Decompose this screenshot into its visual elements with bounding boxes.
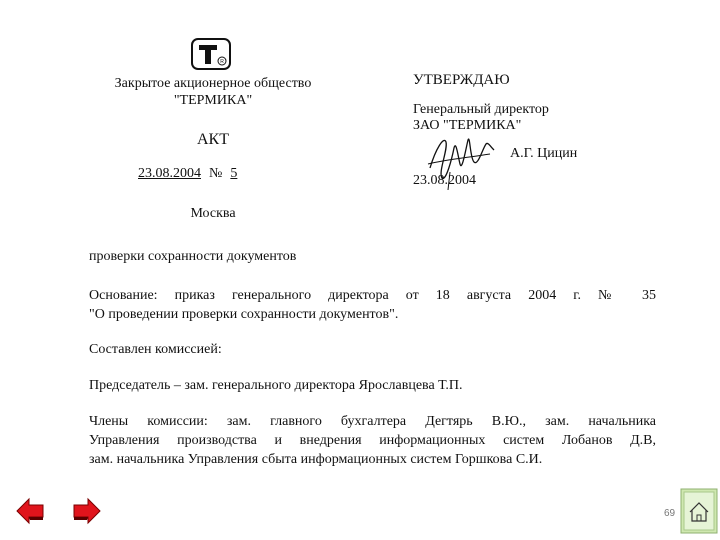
basis-paragraph bbox=[89, 286, 656, 324]
page-number: 69 bbox=[664, 508, 676, 519]
document-number: 5 bbox=[230, 166, 238, 181]
organization-name: "ТЕРМИКА" bbox=[173, 93, 253, 108]
approver-position: Генеральный директор bbox=[413, 102, 549, 117]
arrow-right-icon bbox=[72, 497, 102, 525]
document-date: 23.08.2004 bbox=[138, 166, 201, 181]
home-button[interactable] bbox=[680, 488, 718, 534]
number-sign: № bbox=[209, 166, 223, 181]
forward-button[interactable] bbox=[72, 497, 102, 525]
basis-line: "О проведении проверки сохранности документов". bbox=[89, 307, 399, 322]
approval-heading: УТВЕРЖДАЮ bbox=[413, 72, 510, 88]
commission-heading: Составлен комиссией: bbox=[89, 342, 222, 357]
arrow-left-icon bbox=[15, 497, 45, 525]
city: Москва bbox=[190, 206, 236, 221]
home-icon bbox=[680, 488, 718, 534]
document-type: АКТ bbox=[197, 131, 229, 148]
organization-type: Закрытое акционерное общество bbox=[114, 76, 312, 91]
members-line: зам. начальника Управления сбыта информационных систем Горшкова С.И. bbox=[89, 452, 543, 467]
approver-company: ЗАО "ТЕРМИКА" bbox=[413, 118, 522, 133]
svg-text:R: R bbox=[220, 59, 224, 65]
members-line: Управления производства и внедрения информационных систем Лобанов Д.В, bbox=[89, 433, 656, 448]
act-subject: проверки сохранности документов bbox=[89, 249, 297, 264]
chairman-paragraph: Председатель – зам. генерального директора Ярославцева Т.П. bbox=[89, 378, 463, 393]
document-date-number bbox=[138, 166, 237, 182]
approval-date: 23.08.2004 bbox=[413, 173, 476, 188]
members-line: Члены комиссии: зам. главного бухгалтера Дегтярь В.Ю., зам. начальника bbox=[89, 414, 656, 429]
back-button[interactable] bbox=[15, 497, 45, 525]
company-logo-icon bbox=[191, 38, 231, 70]
basis-line: Основание: приказ генерального директора от 18 августа 2004 г. № 35 bbox=[89, 288, 656, 303]
members-paragraph bbox=[89, 412, 656, 469]
approver-name: А.Г. Цицин bbox=[510, 146, 578, 161]
